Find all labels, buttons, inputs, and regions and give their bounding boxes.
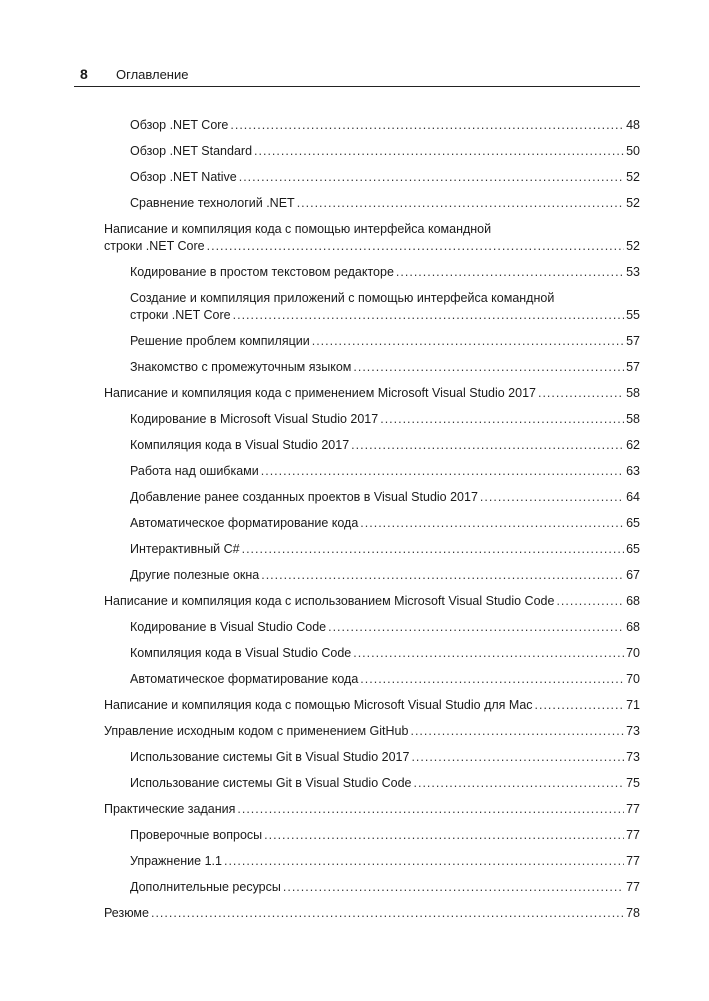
dot-leader [224,852,624,871]
dot-leader [242,540,624,559]
dot-leader [312,332,624,351]
toc-entry-page: 73 [626,750,640,764]
header-title: Оглавление [116,67,189,82]
toc-entry-title: Практические задания [104,802,236,816]
toc-entry[interactable] [130,194,640,213]
toc-entry[interactable] [130,618,640,637]
dot-leader [411,748,624,767]
toc-entry-title: Кодирование в Visual Studio Code [130,620,327,634]
toc-entry[interactable] [130,116,640,135]
toc-entry[interactable] [130,462,640,481]
dot-leader [353,644,624,663]
toc-entry-page: 52 [626,239,640,253]
dot-leader [351,436,624,455]
toc-entry[interactable] [130,142,640,161]
toc-entry[interactable] [130,644,640,663]
page-number: 8 [80,66,88,82]
toc-entry-title: Резюме [104,906,149,920]
toc-entry-title-line1[interactable]: Написание и компиляция кода с помощью интерфейса командной [104,222,492,236]
dot-leader [360,670,624,689]
toc-entry-title: Компиляция кода в Visual Studio Code [130,646,352,660]
toc-entry-page: 58 [626,386,640,400]
dot-leader [264,826,624,845]
toc-entry[interactable] [130,748,640,767]
toc-entry-page: 70 [626,672,640,686]
toc-entry-title: Проверочные вопросы [130,828,263,842]
dot-leader [480,488,624,507]
toc-entry-title: Работа над ошибками [130,464,259,478]
toc-entry-page: 52 [626,196,640,210]
toc-entry-page: 75 [626,776,640,790]
toc-entry-title: Автоматическое форматирование кода [130,672,359,686]
toc-entry-title: Использование системы Git в Visual Studio Code [130,776,412,790]
toc-entry-title: строки .NET Core [104,239,205,253]
toc-entry[interactable] [130,566,640,585]
toc-entry-page: 68 [626,620,640,634]
toc-entry-page: 65 [626,516,640,530]
dot-leader [237,800,624,819]
toc-entry[interactable] [130,826,640,845]
toc-entry-page: 77 [626,854,640,868]
toc-entry[interactable] [104,904,640,923]
toc-entry[interactable] [130,436,640,455]
toc-entry[interactable] [130,878,640,897]
dot-leader [283,878,624,897]
dot-leader [261,566,624,585]
toc-entry[interactable] [130,488,640,507]
dot-leader [353,358,624,377]
toc-entry-title: Обзор .NET Standard [130,144,253,158]
toc-entry[interactable] [130,168,640,187]
dot-leader [230,116,624,135]
toc-entry-title: Решение проблем компиляции [130,334,310,348]
toc-entry-title: Использование системы Git в Visual Studio 2017 [130,750,410,764]
toc-entry-page: 70 [626,646,640,660]
toc-entry-page: 48 [626,118,640,132]
toc-entry[interactable] [130,410,640,429]
toc-entry-title: Компиляция кода в Visual Studio 2017 [130,438,350,452]
toc-entry[interactable] [104,696,640,715]
toc-entry-page: 77 [626,880,640,894]
dot-leader [261,462,624,481]
toc-entry-title: Написание и компиляция кода с использованием Microsoft Visual Studio Code [104,594,555,608]
toc-entry-title-line1[interactable]: Создание и компиляция приложений с помощью интерфейса командной [130,291,555,305]
toc-entry-page: 52 [626,170,640,184]
toc-entry[interactable] [130,514,640,533]
toc-entry-title: Управление исходным кодом с применением GitHub [104,724,409,738]
toc-entry[interactable] [130,540,640,559]
toc-entry-title: Обзор .NET Core [130,118,229,132]
dot-leader [239,168,624,187]
toc-entry-title: Обзор .NET Native [130,170,237,184]
dot-leader [360,514,624,533]
toc-entry-page: 50 [626,144,640,158]
toc-entry-title: Упражнение 1.1 [130,854,222,868]
toc-entry[interactable] [130,852,640,871]
toc-entry-page: 55 [626,308,640,322]
toc-entry-page: 77 [626,802,640,816]
dot-leader [414,774,625,793]
toc-entry-page: 67 [626,568,640,582]
dot-leader [396,263,624,282]
dot-leader [233,306,624,325]
toc-entry-title: Написание и компиляция кода с применением Microsoft Visual Studio 2017 [104,386,536,400]
toc-entry-title: Дополнительные ресурсы [130,880,281,894]
toc-entry-title: Автоматическое форматирование кода [130,516,359,530]
toc-entry-title: строки .NET Core [130,308,231,322]
dot-leader [538,384,624,403]
toc-entry-page: 78 [626,906,640,920]
dot-leader [328,618,624,637]
toc-entry-title: Написание и компиляция кода с помощью Microsoft Visual Studio для Mac [104,698,533,712]
toc-entry[interactable] [104,722,640,741]
dot-leader [380,410,624,429]
dot-leader [297,194,624,213]
toc-entry-title: Добавление ранее созданных проектов в Visual Studio 2017 [130,490,478,504]
toc-entry-title: Кодирование в простом текстовом редакторе [130,265,394,279]
toc-entry-page: 57 [626,334,640,348]
toc-entry[interactable] [104,800,640,819]
toc-entry[interactable] [104,384,640,403]
toc-entry-title: Интерактивный C# [130,542,240,556]
toc-entry[interactable] [130,670,640,689]
toc-entry-page: 63 [626,464,640,478]
toc-entry-page: 57 [626,360,640,374]
toc-entry-page: 77 [626,828,640,842]
toc-entry[interactable] [104,592,640,611]
toc-entry-title: Другие полезные окна [130,568,260,582]
toc-entry-page: 62 [626,438,640,452]
toc-entry-page: 64 [626,490,640,504]
toc-entry-page: 73 [626,724,640,738]
dot-leader [207,237,624,256]
dot-leader [254,142,624,161]
toc-entry[interactable] [130,332,640,351]
toc-entry-page: 71 [626,698,640,712]
toc-entry[interactable] [130,358,640,377]
toc-entry-title: Знакомство с промежуточным языком [130,360,352,374]
toc-entry-page: 53 [626,265,640,279]
toc-entry-title: Кодирование в Microsoft Visual Studio 2017 [130,412,379,426]
toc-entry[interactable] [130,306,640,325]
toc-entry[interactable] [130,774,640,793]
dot-leader [556,592,624,611]
toc-entry-page: 58 [626,412,640,426]
toc-entry-page: 68 [626,594,640,608]
toc-entry-page: 65 [626,542,640,556]
toc-entry-title: Сравнение технологий .NET [130,196,295,210]
dot-leader [535,696,625,715]
dot-leader [410,722,624,741]
toc-entry[interactable] [130,263,640,282]
toc-entry[interactable] [104,237,640,256]
dot-leader [151,904,624,923]
